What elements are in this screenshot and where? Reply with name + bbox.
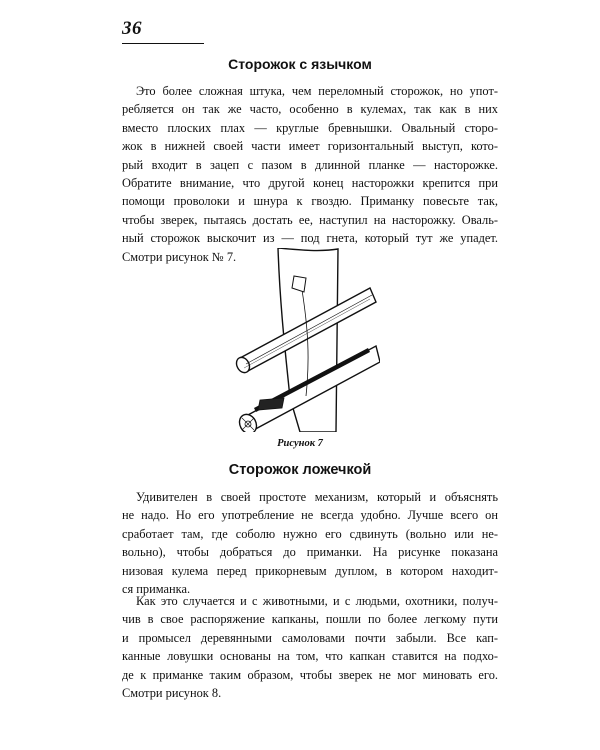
text-line: вместо плоских плах — круглые бревнышки. Овальный сторо- bbox=[122, 120, 498, 135]
text-line: Смотри рисунок 8. bbox=[122, 686, 222, 701]
text-line: де к приманке таким образом, чтобы зверек не мог миновать его. bbox=[122, 667, 498, 682]
text-line: и промысел деревянными самоловами почти забыли. Все кап- bbox=[122, 630, 498, 645]
text-line: чив в свое распоряжение капканы, пошли по более легкому пути bbox=[122, 612, 498, 627]
text-line: ребляется он так же часто, особенно в кулемах, так как в них bbox=[122, 102, 498, 117]
header-rule bbox=[122, 43, 204, 44]
text-line: сработает там, где соболю нужно его сдвинуть (вольно или не- bbox=[122, 526, 498, 541]
text-line: Смотри рисунок № 7. bbox=[122, 249, 237, 264]
page-number: 36 bbox=[122, 18, 142, 39]
text-line: канные ловушки основаны на том, что капкан ставится на подхо- bbox=[122, 649, 498, 664]
text-line: Удивителен в своей простоте механизм, который и объяснять bbox=[136, 490, 498, 504]
section1-body bbox=[122, 82, 498, 266]
text-line: низовая кулема перед прикорневым дуплом, в котором находит- bbox=[122, 563, 498, 578]
figure-caption: Рисунок 7 bbox=[277, 438, 323, 449]
text-line: ный сторожок выскочит из — под гнета, который тут же упадет. bbox=[122, 231, 498, 246]
text-line: рый входит в зацеп с пазом в длинной планке — насторожке. bbox=[122, 157, 498, 172]
text-line: не надо. Но его употребление не всегда удобно. Лучше всего он bbox=[122, 508, 498, 523]
trap-illustration-icon bbox=[220, 248, 380, 432]
section2-paragraph-2 bbox=[122, 592, 498, 702]
text-line: Обратите внимание, что другой конец насторожки крепится при bbox=[122, 176, 498, 191]
section-title-tongue-trigger: Сторожок с язычком bbox=[228, 56, 372, 72]
text-line: Как это случается и с животными, и с людьми, охотники, получ- bbox=[136, 594, 498, 608]
text-line: помощи проволоки и шнура к гвоздю. Приманку повесьте так, bbox=[122, 194, 498, 209]
section2-paragraph-1 bbox=[122, 488, 498, 598]
text-line: ся приманка. bbox=[122, 582, 191, 597]
text-line: жок в нижней своей части имеет горизонтальный выступ, кото- bbox=[122, 139, 498, 154]
section-title-spoon-trigger: Сторожок ложечкой bbox=[228, 462, 372, 478]
text-line: чтобы зверек, пытаясь достать ее, наступил на насторожку. Оваль- bbox=[122, 212, 498, 227]
text-line: Это более сложная штука, чем переломный сторожок, но упот- bbox=[136, 84, 498, 98]
text-line: вольно), чтобы добраться до приманки. На рисунке показана bbox=[122, 545, 498, 560]
